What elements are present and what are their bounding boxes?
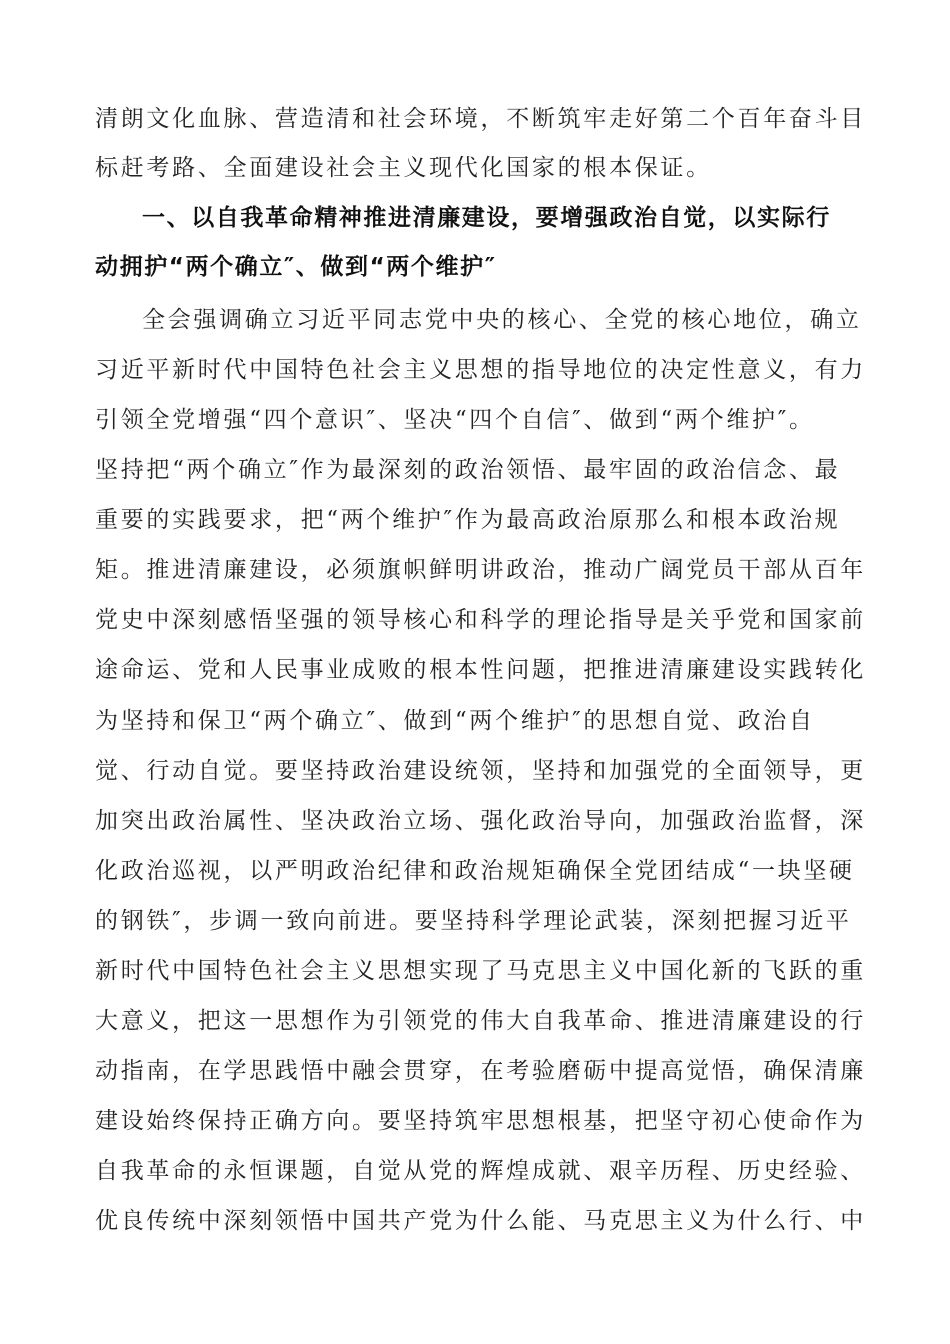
- paragraph-line: 全会强调确立习近平同志党中央的核心、全党的核心地位，确立: [142, 307, 862, 333]
- paragraph-line: 觉、行动自觉。要坚持政治建设统领，坚持和加强党的全面领导，更: [95, 758, 866, 784]
- paragraph-line: 习近平新时代中国特色社会主义思想的指导地位的决定性意义，有力: [95, 357, 866, 383]
- paragraph-line: 化政治巡视，以严明政治纪律和政治规矩确保全党团结成“一块坚硬: [95, 858, 855, 884]
- paragraph-line: 建设始终保持正确方向。要坚持筑牢思想根基，把坚守初心使命作为: [95, 1108, 866, 1134]
- paragraph-line: 的钢铁″，步调一致向前进。要坚持科学理论武装，深刻把握习近平: [95, 908, 852, 934]
- paragraph-line: 优良传统中深刻领悟中国共产党为什么能、马克思主义为什么行、中: [95, 1208, 866, 1234]
- paragraph-line: 动指南，在学思践悟中融会贯穿，在考验磨砺中提高觉悟，确保清廉: [95, 1058, 866, 1084]
- paragraph-line: 坚持把“两个确立″作为最深刻的政治领悟、最牢固的政治信念、最: [95, 457, 841, 483]
- paragraph-line: 加突出政治属性、坚决政治立场、强化政治导向，加强政治监督，深: [95, 808, 866, 834]
- paragraph-line: 党史中深刻感悟坚强的领导核心和科学的理论指导是关乎党和国家前: [95, 607, 866, 633]
- paragraph-line: 为坚持和保卫“两个确立″、做到“两个维护″的思想自觉、政治自: [95, 708, 815, 734]
- text-line: 标赶考路、全面建设社会主义现代化国家的根本保证。: [95, 155, 712, 181]
- paragraph-line: 新时代中国特色社会主义思想实现了马克思主义中国化新的飞跃的重: [95, 958, 866, 984]
- text-line: 清朗文化血脉、营造清和社会环境，不断筑牢走好第二个百年奋斗目: [95, 106, 866, 132]
- paragraph-line: 矩。推进清廉建设，必须旗帜鲜明讲政治，推动广阔党员干部从百年: [95, 557, 866, 583]
- paragraph-line: 途命运、党和人民事业成败的根本性问题，把推进清廉建设实践转化: [95, 657, 866, 683]
- section-heading: 动拥护“两个确立″、做到“两个维护″: [95, 254, 497, 280]
- paragraph-line: 大意义，把这一思想作为引领党的伟大自我革命、推进清廉建设的行: [95, 1008, 866, 1034]
- paragraph-line: 引领全党增强“四个意识″、坚决“四个自信″、做到“两个维护″。: [95, 407, 815, 433]
- paragraph-line: 重要的实践要求，把“两个维护″作为最高政治原那么和根本政治规: [95, 507, 841, 533]
- paragraph-line: 自我革命的永恒课题，自觉从党的辉煌成就、艰辛历程、历史经验、: [95, 1158, 866, 1184]
- section-heading: 一、以自我革命精神推进清廉建设，要增强政治自觉，以实际行: [142, 205, 831, 231]
